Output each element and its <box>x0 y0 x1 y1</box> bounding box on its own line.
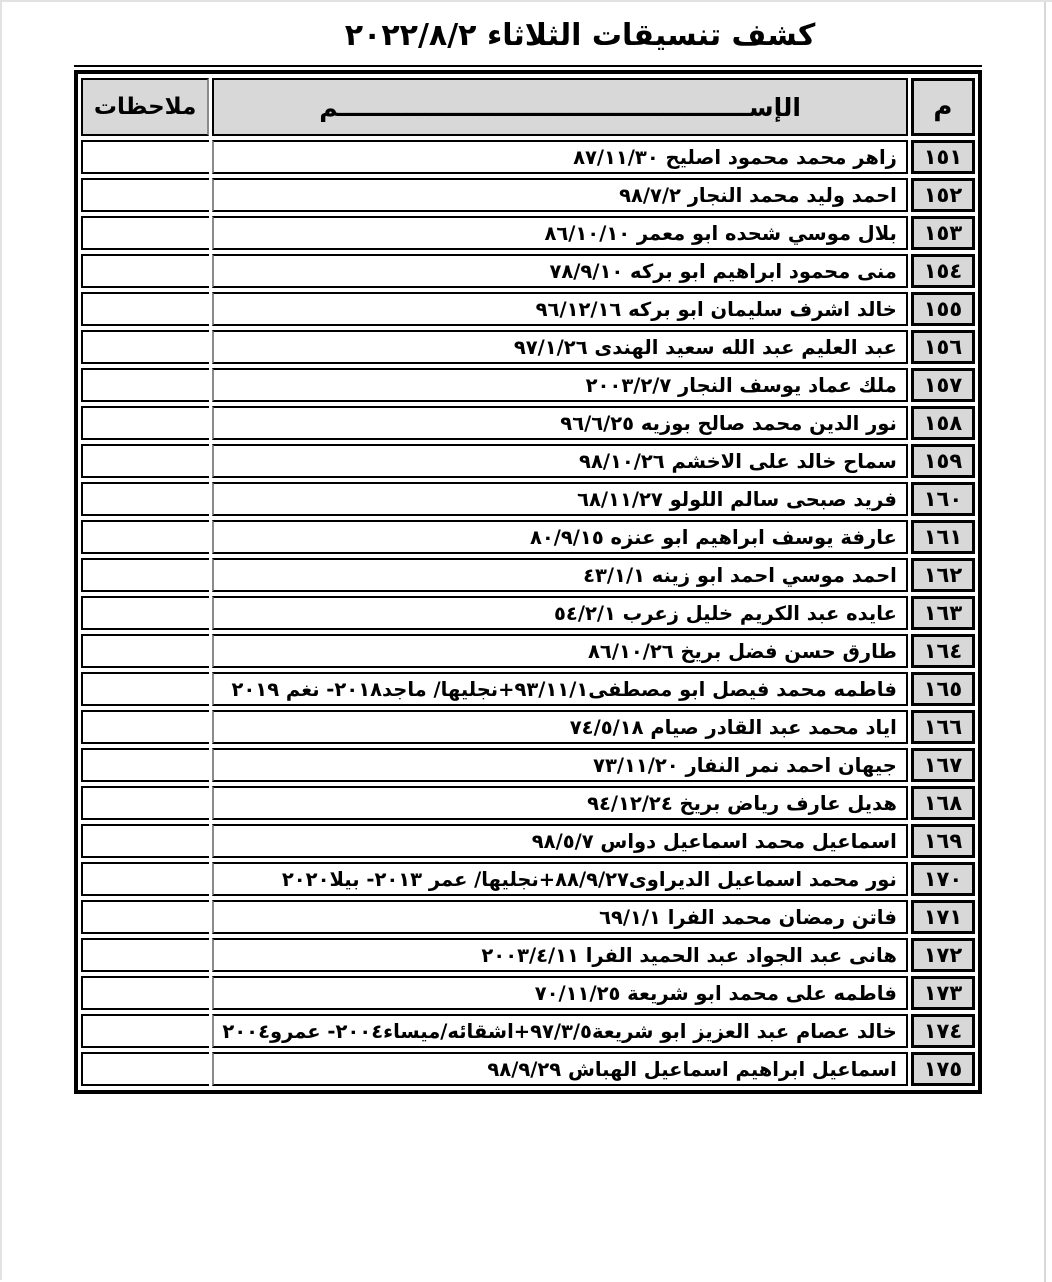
row-name-cell: طارق حسن فضل بريخ ٨٦/١٠/٢٦ <box>212 634 908 668</box>
row-notes-cell <box>81 558 209 592</box>
row-notes-cell <box>81 216 209 250</box>
table-row <box>81 710 975 744</box>
row-number-cell: ١٦٥ <box>911 672 975 706</box>
row-name-cell: احمد وليد محمد النجار ٩٨/٧/٢ <box>212 178 908 212</box>
header-notes-column: ملاحظات <box>81 78 209 136</box>
table-outer-frame <box>74 65 982 1094</box>
table-row <box>81 254 975 288</box>
row-name-cell: بلال موسي شحده ابو معمر ٨٦/١٠/١٠ <box>212 216 908 250</box>
table-row <box>81 558 975 592</box>
coordination-list-table <box>74 70 982 1094</box>
row-name-cell: ملك عماد يوسف النجار ٢٠٠٣/٢/٧ <box>212 368 908 402</box>
table-row <box>81 216 975 250</box>
table-row <box>81 938 975 972</box>
row-number-cell: ١٧٣ <box>911 976 975 1010</box>
row-number-cell: ١٦٣ <box>911 596 975 630</box>
table-row <box>81 482 975 516</box>
row-number-cell: ١٥٧ <box>911 368 975 402</box>
row-name-cell: اسماعيل ابراهيم اسماعيل الهباش ٩٨/٩/٢٩ <box>212 1052 908 1086</box>
row-number-cell: ١٦٢ <box>911 558 975 592</box>
row-name-cell: فاتن رمضان محمد الفرا ٦٩/١/١ <box>212 900 908 934</box>
row-number-cell: ١٧١ <box>911 900 975 934</box>
row-name-cell: عايده عبد الكريم خليل زعرب ٥٤/٢/١ <box>212 596 908 630</box>
header-number-column: م <box>911 78 975 136</box>
row-notes-cell <box>81 292 209 326</box>
row-name-cell: خالد عصام عبد العزيز ابو شريعة٩٧/٣/٥+اشقائه/ميساء٢٠٠٤- عمرو٢٠٠٤ <box>212 1014 908 1048</box>
row-notes-cell <box>81 596 209 630</box>
row-name-cell: اياد محمد عبد القادر صيام ٧٤/٥/١٨ <box>212 710 908 744</box>
row-name-cell: هديل عارف رياض بريخ ٩٤/١٢/٢٤ <box>212 786 908 820</box>
row-name-cell: خالد اشرف سليمان ابو بركه ٩٦/١٢/١٦ <box>212 292 908 326</box>
table-row <box>81 786 975 820</box>
row-notes-cell <box>81 1052 209 1086</box>
row-number-cell: ١٥٩ <box>911 444 975 478</box>
row-notes-cell <box>81 178 209 212</box>
row-number-cell: ١٦٠ <box>911 482 975 516</box>
table-row <box>81 672 975 706</box>
row-name-cell: عبد العليم عبد الله سعيد الهندى ٩٧/١/٢٦ <box>212 330 908 364</box>
row-name-cell: زاهر محمد محمود اصليح ٨٧/١١/٣٠ <box>212 140 908 174</box>
row-number-cell: ١٥٢ <box>911 178 975 212</box>
row-notes-cell <box>81 634 209 668</box>
table-row <box>81 1014 975 1048</box>
row-name-cell: فاطمه محمد فيصل ابو مصطفى٩٣/١١/١+نجليها/ ماجد٢٠١٨- نغم ٢٠١٩ <box>212 672 908 706</box>
row-notes-cell <box>81 406 209 440</box>
table-row <box>81 824 975 858</box>
row-notes-cell <box>81 482 209 516</box>
table-row <box>81 596 975 630</box>
table-row <box>81 900 975 934</box>
page-title: كشف تنسيقات الثلاثاء ٢٠٢٢/٨/٢ <box>344 18 816 53</box>
row-name-cell: فريد صبحى سالم اللولو ٦٨/١١/٢٧ <box>212 482 908 516</box>
table-row <box>81 444 975 478</box>
row-number-cell: ١٦١ <box>911 520 975 554</box>
row-notes-cell <box>81 900 209 934</box>
row-notes-cell <box>81 444 209 478</box>
row-notes-cell <box>81 824 209 858</box>
row-number-cell: ١٦٦ <box>911 710 975 744</box>
row-notes-cell <box>81 672 209 706</box>
row-notes-cell <box>81 368 209 402</box>
row-name-cell: نور محمد اسماعيل الديراوى٨٨/٩/٢٧+نجليها/ عمر ٢٠١٣- بيلا٢٠٢٠ <box>212 862 908 896</box>
row-number-cell: ١٧٠ <box>911 862 975 896</box>
table-row <box>81 178 975 212</box>
row-number-cell: ١٥١ <box>911 140 975 174</box>
row-name-cell: سماح خالد على الاخشم ٩٨/١٠/٢٦ <box>212 444 908 478</box>
table-row <box>81 634 975 668</box>
row-number-cell: ١٦٩ <box>911 824 975 858</box>
table-row <box>81 330 975 364</box>
row-number-cell: ١٦٧ <box>911 748 975 782</box>
row-number-cell: ١٥٦ <box>911 330 975 364</box>
row-notes-cell <box>81 330 209 364</box>
row-notes-cell <box>81 748 209 782</box>
row-number-cell: ١٥٣ <box>911 216 975 250</box>
row-name-cell: نور الدين محمد صالح بوزيه ٩٦/٦/٢٥ <box>212 406 908 440</box>
row-name-cell: منى محمود ابراهيم ابو بركه ٧٨/٩/١٠ <box>212 254 908 288</box>
row-number-cell: ١٥٤ <box>911 254 975 288</box>
row-notes-cell <box>81 254 209 288</box>
row-number-cell: ١٦٨ <box>911 786 975 820</box>
document-page <box>2 18 1052 1094</box>
table-row <box>81 748 975 782</box>
header-name-column: الإســــــــــــــــــــــــــــــــــــــــــــــــم <box>212 78 908 136</box>
row-notes-cell <box>81 1014 209 1048</box>
row-name-cell: احمد موسي احمد ابو زينه ٤٣/١/١ <box>212 558 908 592</box>
row-name-cell: عارفة يوسف ابراهيم ابو عنزه ٨٠/٩/١٥ <box>212 520 908 554</box>
table-row <box>81 368 975 402</box>
header-row <box>81 78 975 136</box>
row-name-cell: جيهان احمد نمر النفار ٧٣/١١/٢٠ <box>212 748 908 782</box>
table-row <box>81 1052 975 1086</box>
row-number-cell: ١٥٥ <box>911 292 975 326</box>
table-row <box>81 406 975 440</box>
row-notes-cell <box>81 520 209 554</box>
row-name-cell: هانى عبد الجواد عبد الحميد الفرا ٢٠٠٣/٤/١١ <box>212 938 908 972</box>
row-name-cell: اسماعيل محمد اسماعيل دواس ٩٨/٥/٧ <box>212 824 908 858</box>
row-number-cell: ١٧٥ <box>911 1052 975 1086</box>
table-row <box>81 862 975 896</box>
row-notes-cell <box>81 862 209 896</box>
row-notes-cell <box>81 786 209 820</box>
row-notes-cell <box>81 976 209 1010</box>
row-notes-cell <box>81 140 209 174</box>
row-notes-cell <box>81 710 209 744</box>
row-notes-cell <box>81 938 209 972</box>
row-number-cell: ١٧٤ <box>911 1014 975 1048</box>
row-name-cell: فاطمه على محمد ابو شريعة ٧٠/١١/٢٥ <box>212 976 908 1010</box>
scan-page-edge <box>1044 2 1046 1282</box>
row-number-cell: ١٦٤ <box>911 634 975 668</box>
table-row <box>81 140 975 174</box>
row-number-cell: ١٥٨ <box>911 406 975 440</box>
table-row <box>81 976 975 1010</box>
table-row <box>81 292 975 326</box>
table-row <box>81 520 975 554</box>
row-number-cell: ١٧٢ <box>911 938 975 972</box>
